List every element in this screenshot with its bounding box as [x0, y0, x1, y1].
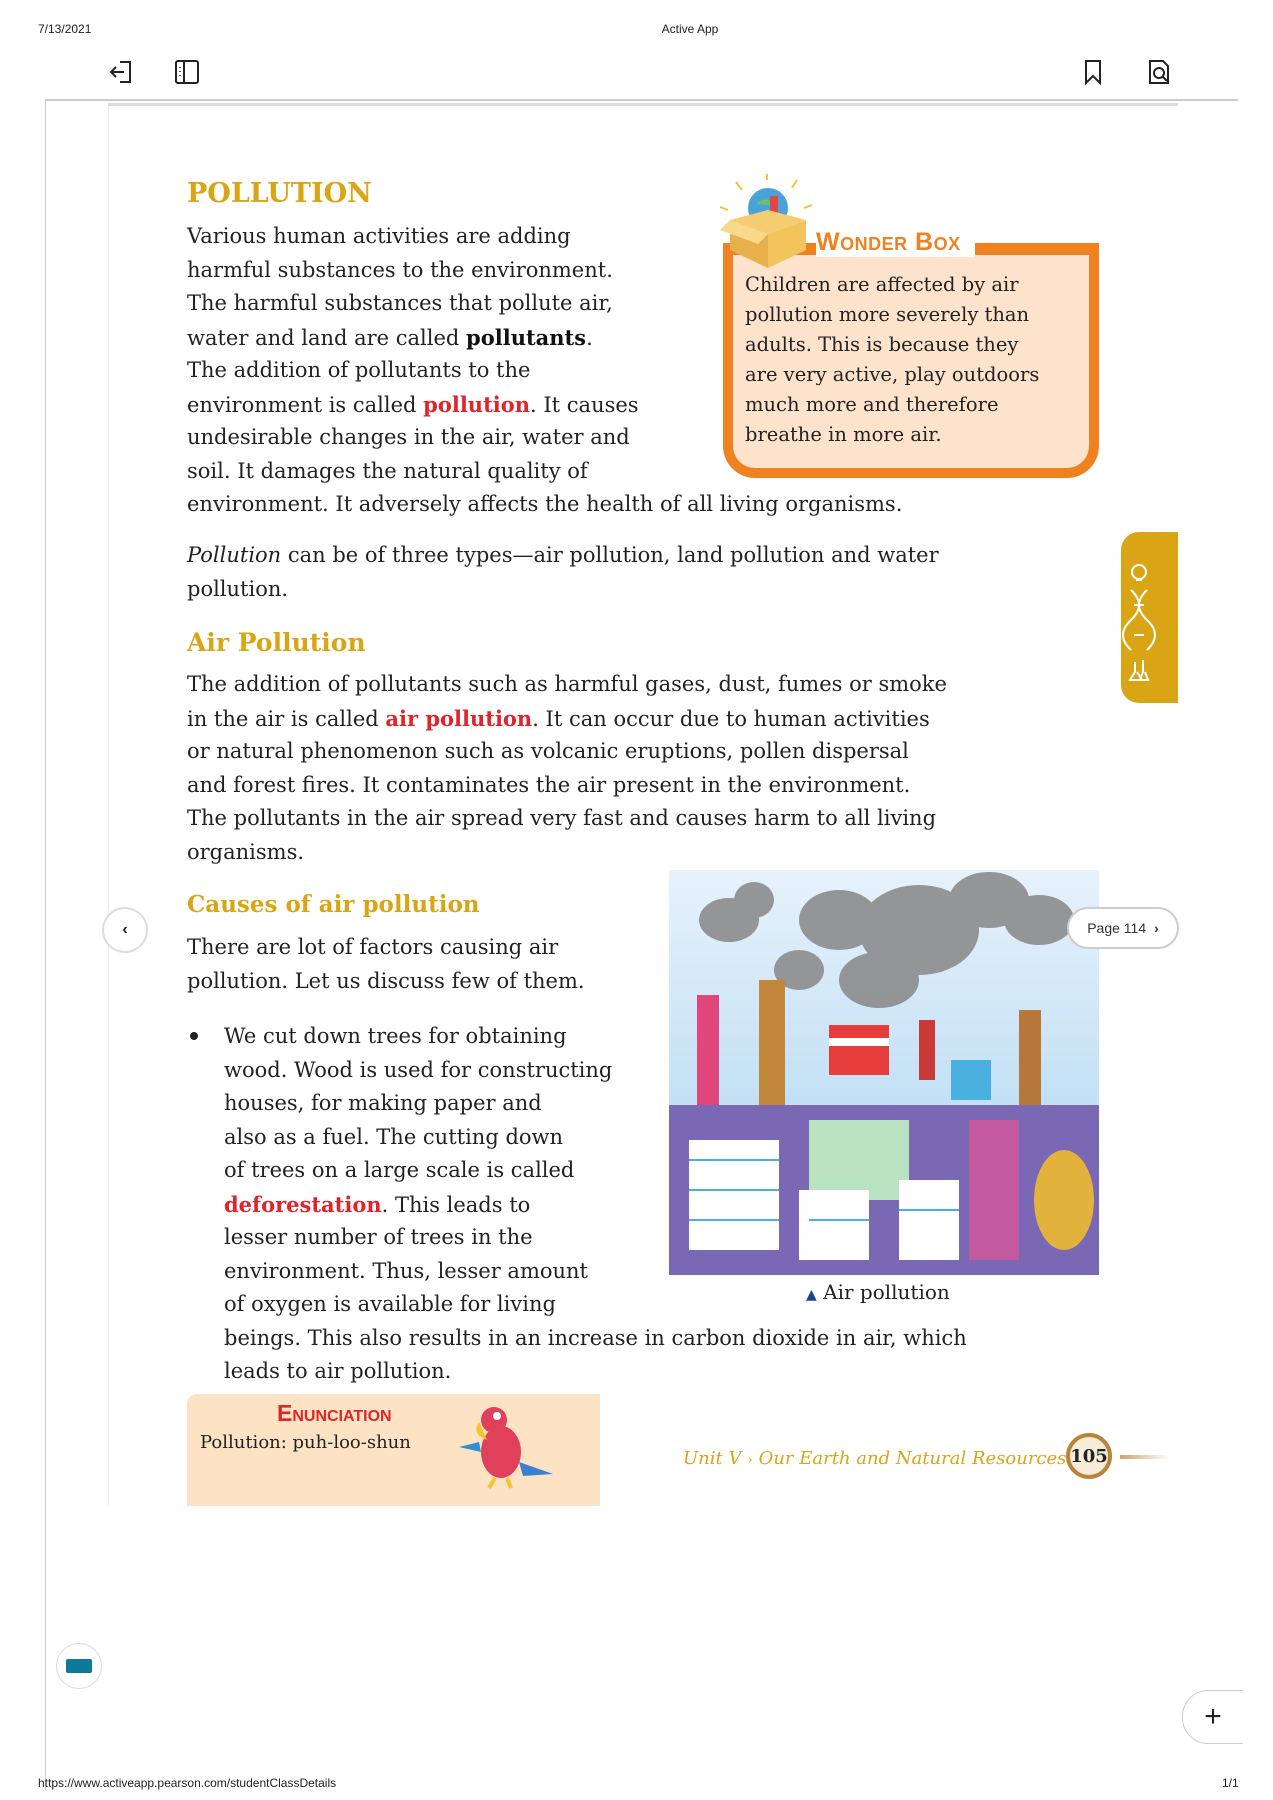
key-term: air pollution [385, 705, 533, 731]
enunciation-title: Enunciation [277, 1400, 392, 1426]
text-segment: environment. It adversely affects the health of all living organisms. [187, 492, 903, 516]
text-segment: leads to air pollution. [224, 1359, 452, 1383]
text-line [187, 965, 585, 999]
text-line [187, 931, 585, 965]
text-segment: Pollution [187, 543, 282, 567]
exit-icon[interactable] [108, 58, 136, 86]
dna-bulb-flask-icon [1121, 532, 1178, 703]
text-segment: . This leads to [381, 1192, 531, 1217]
text-line [187, 735, 947, 769]
text-line [187, 539, 939, 573]
text-segment: The pollutants in the air spread very fast and causes harm to all living [187, 806, 937, 830]
causes-heading: Causes of air pollution [187, 891, 480, 918]
text-segment: wood. Wood is used for constructing [224, 1057, 613, 1082]
chevron-left-icon: ‹ [122, 921, 128, 938]
wonder-line: breathe in more air. [745, 423, 942, 446]
page-top-edge [108, 103, 1178, 106]
text-segment: pollution. Let us discuss few of them. [187, 968, 585, 993]
causes-paragraph [187, 931, 585, 998]
search-document-icon[interactable] [1145, 58, 1173, 86]
print-url: https://www.activeapp.pearson.com/studentClassDetails [38, 1776, 337, 1790]
text-segment: The addition of pollutants to the [187, 358, 531, 382]
text-segment: . It causes [530, 392, 639, 417]
parrot-icon [449, 1402, 559, 1492]
side-resource-tab[interactable] [1121, 532, 1178, 703]
page-heading: POLLUTION [187, 178, 372, 209]
bullet-dot [190, 1032, 198, 1040]
page-number-badge: 105 [1066, 1433, 1112, 1479]
key-term: pollution [423, 391, 531, 417]
print-date: 7/13/2021 [38, 22, 92, 36]
figure-caption [806, 1280, 950, 1304]
previous-page-button[interactable] [102, 907, 148, 953]
wonder-box-text [745, 270, 1039, 450]
text-segment: The addition of pollutants such as harmful gases, dust, fumes or smoke [187, 672, 947, 696]
text-segment: . It can occur due to human activities [532, 706, 930, 731]
next-page-label: Page 114 [1087, 920, 1147, 936]
figure-caption-text: Air pollution [823, 1280, 950, 1304]
text-segment: in the air is called [187, 706, 386, 731]
blue-swatch-icon [66, 1659, 92, 1673]
text-segment: pollution. [187, 576, 289, 601]
wonder-line: much more and therefore [745, 393, 999, 416]
text-line [187, 802, 947, 836]
chevron-right-icon: › [1154, 920, 1159, 936]
text-segment: also as a fuel. The cutting down [224, 1124, 564, 1149]
zoom-in-button[interactable] [1182, 1690, 1243, 1744]
color-tool-button[interactable] [56, 1643, 102, 1689]
sidebar-toggle-icon[interactable] [173, 58, 201, 86]
text-segment: of trees on a large scale is called [224, 1158, 575, 1182]
wonder-line: adults. This is because they [745, 333, 1019, 356]
bold-term: pollutants [466, 324, 587, 350]
wonder-box-icon [712, 174, 822, 275]
plus-icon: + [1204, 1700, 1222, 1733]
toolbar-divider [45, 99, 1238, 101]
air-pollution-paragraph [187, 668, 947, 869]
key-term: deforestation [224, 1191, 382, 1217]
next-page-button[interactable] [1067, 907, 1179, 949]
page-footer-breadcrumb [683, 1448, 1066, 1469]
text-line [224, 1355, 967, 1389]
text-segment: environment is called [187, 392, 424, 417]
text-segment: or natural phenomenon such as volcanic eruptions, pollen dispersal [187, 739, 909, 763]
text-segment: organisms. [187, 839, 305, 864]
print-title: Active App [661, 22, 719, 36]
text-line [187, 769, 947, 803]
text-line [187, 488, 902, 522]
text-segment: soil. It damages the natural quality of [187, 458, 588, 483]
text-segment: harmful substances to the environment. [187, 257, 613, 282]
footer-unit: Unit V [683, 1448, 742, 1469]
text-line [187, 702, 947, 736]
viewer-left-border [45, 100, 46, 1790]
air-pollution-heading: Air Pollution [187, 628, 366, 657]
wonder-line: pollution more severely than [745, 303, 1030, 326]
text-segment: Various human activities are adding [187, 224, 571, 248]
wonder-box-title: Wonder Box [816, 228, 975, 257]
text-line [187, 668, 947, 702]
text-line [187, 573, 939, 607]
caption-triangle-icon: ▲ [806, 1287, 817, 1303]
text-line [224, 1322, 967, 1356]
text-segment: houses, for making paper and [224, 1091, 542, 1115]
wonder-line: Children are affected by air [745, 273, 1019, 296]
page-number-streak [1120, 1455, 1170, 1459]
air-pollution-illustration [669, 860, 1099, 1280]
text-segment: and forest fires. It contaminates the air present in the environment. [187, 772, 911, 797]
text-segment: lesser number of trees in the [224, 1225, 533, 1249]
text-segment: There are lot of factors causing air [187, 935, 559, 959]
text-segment: The harmful substances that pollute air, [187, 291, 613, 315]
breadcrumb-chevron-icon: › [747, 1452, 753, 1468]
bookmark-icon[interactable] [1079, 58, 1107, 86]
wonder-line: are very active, play outdoors [745, 363, 1040, 386]
text-segment: . [586, 325, 593, 350]
page-left-edge [108, 106, 109, 1506]
enunciation-text: Pollution: puh-loo-shun [200, 1432, 411, 1453]
text-segment: can be of three types—air pollution, land pollution and water [281, 543, 939, 567]
text-segment: environment. Thus, lesser amount [224, 1258, 588, 1283]
types-paragraph [187, 539, 939, 606]
text-segment: undesirable changes in the air, water and [187, 425, 630, 449]
footer-chapter: Our Earth and Natural Resources [758, 1448, 1067, 1469]
text-segment: beings. This also results in an increase in carbon dioxide in air, which [224, 1325, 967, 1350]
text-segment: We cut down trees for obtaining [224, 1024, 567, 1048]
enunciation-box [187, 1394, 600, 1506]
print-page-count: 1/1 [1222, 1776, 1239, 1790]
text-segment: water and land are called [187, 325, 467, 350]
text-segment: of oxygen is available for living [224, 1292, 556, 1316]
